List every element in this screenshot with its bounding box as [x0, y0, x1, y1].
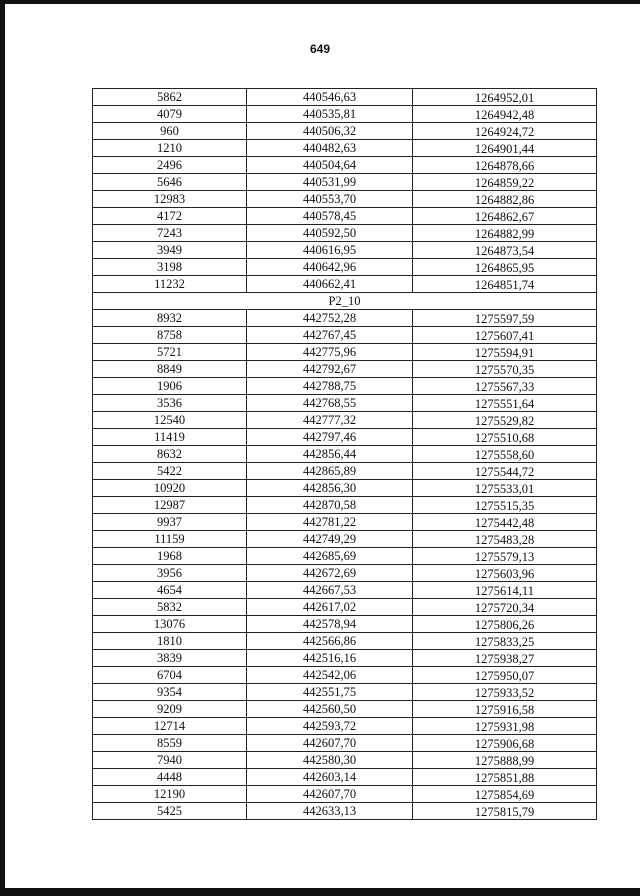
- x-coordinate-cell: 442775,96: [247, 344, 413, 361]
- table-row: [93, 701, 597, 718]
- y-coordinate-cell: 1264865,95: [413, 259, 597, 276]
- x-coordinate-cell: 440546,63: [247, 89, 413, 106]
- point-number-cell: 11419: [93, 429, 247, 446]
- point-number-cell: 9937: [93, 514, 247, 531]
- table-row: [93, 89, 597, 106]
- point-number-cell: 3949: [93, 242, 247, 259]
- table-row: [93, 565, 597, 582]
- table-row: [93, 276, 597, 293]
- table-row: [93, 667, 597, 684]
- x-coordinate-cell: 442685,69: [247, 548, 413, 565]
- section-label: P2_10: [93, 293, 597, 310]
- point-number-cell: 6704: [93, 667, 247, 684]
- y-coordinate-cell: 1275607,41: [413, 327, 597, 344]
- y-coordinate-cell: 1264851,74: [413, 276, 597, 293]
- coordinates-table: [92, 88, 597, 820]
- y-coordinate-cell: 1275579,13: [413, 548, 597, 565]
- table-row: [93, 616, 597, 633]
- y-coordinate-cell: 1275888,99: [413, 752, 597, 769]
- x-coordinate-cell: 442788,75: [247, 378, 413, 395]
- x-coordinate-cell: 442781,22: [247, 514, 413, 531]
- y-coordinate-cell: 1275950,07: [413, 667, 597, 684]
- table-row: [93, 259, 597, 276]
- page-number: 649: [309, 42, 331, 56]
- point-number-cell: 4172: [93, 208, 247, 225]
- point-number-cell: 12540: [93, 412, 247, 429]
- table-row: [93, 650, 597, 667]
- y-coordinate-cell: 1264952,01: [413, 89, 597, 106]
- point-number-cell: 4079: [93, 106, 247, 123]
- x-coordinate-cell: 440616,95: [247, 242, 413, 259]
- x-coordinate-cell: 440504,64: [247, 157, 413, 174]
- point-number-cell: 9209: [93, 701, 247, 718]
- x-coordinate-cell: 442797,46: [247, 429, 413, 446]
- point-number-cell: 5862: [93, 89, 247, 106]
- point-number-cell: 12190: [93, 786, 247, 803]
- y-coordinate-cell: 1275533,01: [413, 480, 597, 497]
- table-row: [93, 684, 597, 701]
- x-coordinate-cell: 442777,32: [247, 412, 413, 429]
- x-coordinate-cell: 442542,06: [247, 667, 413, 684]
- x-coordinate-cell: 440592,50: [247, 225, 413, 242]
- point-number-cell: 1906: [93, 378, 247, 395]
- point-number-cell: 5422: [93, 463, 247, 480]
- y-coordinate-cell: 1264942,48: [413, 106, 597, 123]
- y-coordinate-cell: 1264882,99: [413, 225, 597, 242]
- table-row: [93, 429, 597, 446]
- point-number-cell: 5425: [93, 803, 247, 820]
- point-number-cell: 12714: [93, 718, 247, 735]
- table-row: [93, 582, 597, 599]
- table-row: [93, 446, 597, 463]
- section-header-row: [93, 293, 597, 310]
- x-coordinate-cell: 440662,41: [247, 276, 413, 293]
- y-coordinate-cell: 1275854,69: [413, 786, 597, 803]
- table-row: [93, 157, 597, 174]
- x-coordinate-cell: 440506,32: [247, 123, 413, 140]
- y-coordinate-cell: 1264859,22: [413, 174, 597, 191]
- y-coordinate-cell: 1275931,98: [413, 718, 597, 735]
- point-number-cell: 5646: [93, 174, 247, 191]
- table-row: [93, 327, 597, 344]
- x-coordinate-cell: 442865,89: [247, 463, 413, 480]
- y-coordinate-cell: 1275570,35: [413, 361, 597, 378]
- x-coordinate-cell: 442607,70: [247, 786, 413, 803]
- x-coordinate-cell: 442672,69: [247, 565, 413, 582]
- y-coordinate-cell: 1275483,28: [413, 531, 597, 548]
- table-row: [93, 208, 597, 225]
- table-row: [93, 599, 597, 616]
- point-number-cell: 9354: [93, 684, 247, 701]
- y-coordinate-cell: 1264878,66: [413, 157, 597, 174]
- y-coordinate-cell: 1275510,68: [413, 429, 597, 446]
- y-coordinate-cell: 1275614,11: [413, 582, 597, 599]
- point-number-cell: 4448: [93, 769, 247, 786]
- table-row: [93, 123, 597, 140]
- point-number-cell: 3956: [93, 565, 247, 582]
- y-coordinate-cell: 1275833,25: [413, 633, 597, 650]
- y-coordinate-cell: 1275442,48: [413, 514, 597, 531]
- x-coordinate-cell: 442516,16: [247, 650, 413, 667]
- point-number-cell: 3839: [93, 650, 247, 667]
- point-number-cell: 5832: [93, 599, 247, 616]
- table-row: [93, 225, 597, 242]
- y-coordinate-cell: 1275851,88: [413, 769, 597, 786]
- table-row: [93, 718, 597, 735]
- point-number-cell: 8758: [93, 327, 247, 344]
- point-number-cell: 3198: [93, 259, 247, 276]
- table-row: [93, 378, 597, 395]
- y-coordinate-cell: 1275551,64: [413, 395, 597, 412]
- point-number-cell: 960: [93, 123, 247, 140]
- table-row: [93, 174, 597, 191]
- point-number-cell: 12983: [93, 191, 247, 208]
- x-coordinate-cell: 442792,67: [247, 361, 413, 378]
- y-coordinate-cell: 1275815,79: [413, 803, 597, 820]
- x-coordinate-cell: 442667,53: [247, 582, 413, 599]
- x-coordinate-cell: 440531,99: [247, 174, 413, 191]
- y-coordinate-cell: 1275720,34: [413, 599, 597, 616]
- y-coordinate-cell: 1275597,59: [413, 310, 597, 327]
- y-coordinate-cell: 1264873,54: [413, 242, 597, 259]
- table-row: [93, 412, 597, 429]
- point-number-cell: 11232: [93, 276, 247, 293]
- x-coordinate-cell: 442767,45: [247, 327, 413, 344]
- table-row: [93, 786, 597, 803]
- y-coordinate-cell: 1275603,96: [413, 565, 597, 582]
- point-number-cell: 8632: [93, 446, 247, 463]
- scan-border-left: [0, 0, 5, 896]
- y-coordinate-cell: 1275558,60: [413, 446, 597, 463]
- point-number-cell: 8849: [93, 361, 247, 378]
- scan-border-top: [0, 0, 640, 4]
- y-coordinate-cell: 1275916,58: [413, 701, 597, 718]
- table-row: [93, 242, 597, 259]
- table-row: [93, 735, 597, 752]
- table-row: [93, 191, 597, 208]
- point-number-cell: 5721: [93, 344, 247, 361]
- x-coordinate-cell: 442633,13: [247, 803, 413, 820]
- point-number-cell: 1810: [93, 633, 247, 650]
- x-coordinate-cell: 442749,29: [247, 531, 413, 548]
- y-coordinate-cell: 1275594,91: [413, 344, 597, 361]
- table-row: [93, 531, 597, 548]
- scan-border-bottom: [0, 888, 640, 896]
- x-coordinate-cell: 442593,72: [247, 718, 413, 735]
- table-row: [93, 395, 597, 412]
- y-coordinate-cell: 1275938,27: [413, 650, 597, 667]
- point-number-cell: 10920: [93, 480, 247, 497]
- x-coordinate-cell: 442856,30: [247, 480, 413, 497]
- point-number-cell: 11159: [93, 531, 247, 548]
- x-coordinate-cell: 442870,58: [247, 497, 413, 514]
- table-row: [93, 480, 597, 497]
- point-number-cell: 1968: [93, 548, 247, 565]
- y-coordinate-cell: 1264901,44: [413, 140, 597, 157]
- point-number-cell: 8559: [93, 735, 247, 752]
- point-number-cell: 7940: [93, 752, 247, 769]
- point-number-cell: 13076: [93, 616, 247, 633]
- y-coordinate-cell: 1264862,67: [413, 208, 597, 225]
- point-number-cell: 8932: [93, 310, 247, 327]
- y-coordinate-cell: 1264882,86: [413, 191, 597, 208]
- x-coordinate-cell: 442551,75: [247, 684, 413, 701]
- x-coordinate-cell: 440642,96: [247, 259, 413, 276]
- table-row: [93, 497, 597, 514]
- table-row: [93, 514, 597, 531]
- y-coordinate-cell: 1275529,82: [413, 412, 597, 429]
- table-row: [93, 344, 597, 361]
- table-row: [93, 361, 597, 378]
- point-number-cell: 4654: [93, 582, 247, 599]
- y-coordinate-cell: 1275544,72: [413, 463, 597, 480]
- point-number-cell: 7243: [93, 225, 247, 242]
- y-coordinate-cell: 1275933,52: [413, 684, 597, 701]
- y-coordinate-cell: 1264924,72: [413, 123, 597, 140]
- table-row: [93, 803, 597, 820]
- table-row: [93, 752, 597, 769]
- x-coordinate-cell: 440482,63: [247, 140, 413, 157]
- x-coordinate-cell: 442566,86: [247, 633, 413, 650]
- x-coordinate-cell: 440535,81: [247, 106, 413, 123]
- x-coordinate-cell: 442768,55: [247, 395, 413, 412]
- table-row: [93, 140, 597, 157]
- x-coordinate-cell: 440553,70: [247, 191, 413, 208]
- y-coordinate-cell: 1275567,33: [413, 378, 597, 395]
- table-row: [93, 106, 597, 123]
- x-coordinate-cell: 442603,14: [247, 769, 413, 786]
- x-coordinate-cell: 442617,02: [247, 599, 413, 616]
- y-coordinate-cell: 1275806,26: [413, 616, 597, 633]
- x-coordinate-cell: 442607,70: [247, 735, 413, 752]
- point-number-cell: 12987: [93, 497, 247, 514]
- table-row: [93, 548, 597, 565]
- x-coordinate-cell: 440578,45: [247, 208, 413, 225]
- point-number-cell: 3536: [93, 395, 247, 412]
- x-coordinate-cell: 442856,44: [247, 446, 413, 463]
- y-coordinate-cell: 1275906,68: [413, 735, 597, 752]
- x-coordinate-cell: 442578,94: [247, 616, 413, 633]
- point-number-cell: 1210: [93, 140, 247, 157]
- x-coordinate-cell: 442752,28: [247, 310, 413, 327]
- table-row: [93, 310, 597, 327]
- x-coordinate-cell: 442560,50: [247, 701, 413, 718]
- table-row: [93, 463, 597, 480]
- table-row: [93, 633, 597, 650]
- x-coordinate-cell: 442580,30: [247, 752, 413, 769]
- y-coordinate-cell: 1275515,35: [413, 497, 597, 514]
- table-row: [93, 769, 597, 786]
- point-number-cell: 2496: [93, 157, 247, 174]
